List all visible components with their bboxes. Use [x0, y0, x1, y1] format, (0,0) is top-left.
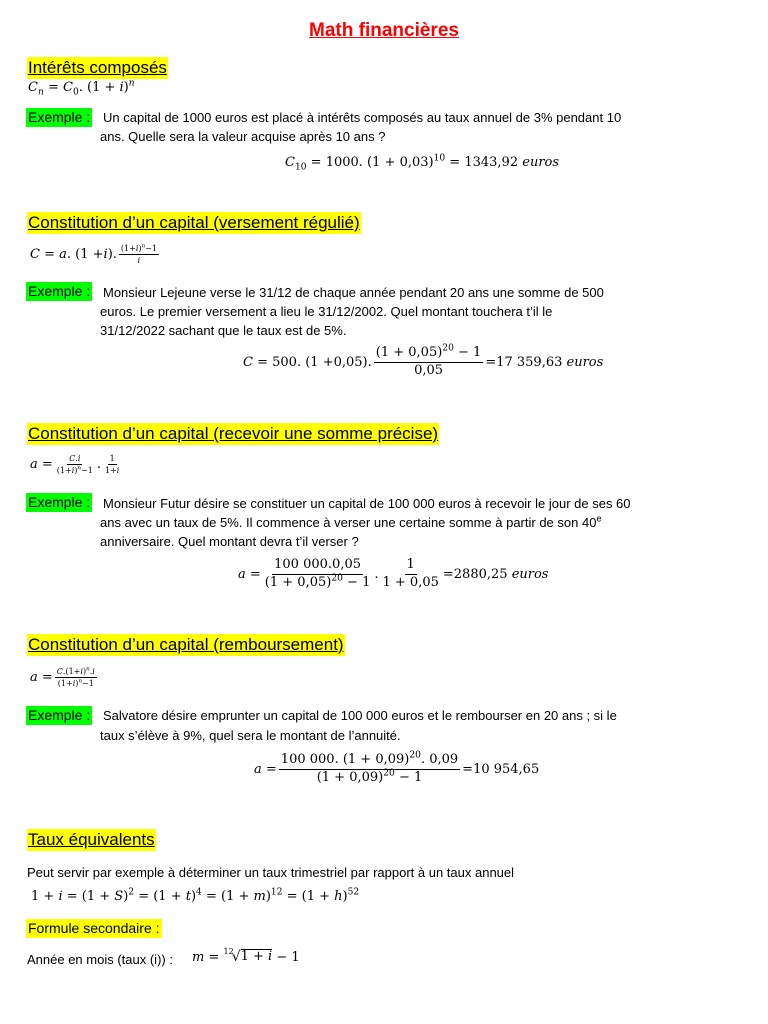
formula-repayment: a = $\frac{C.(1+i)^n.i}{(1+i)^n-1}$ — [30, 666, 95, 689]
secondary-formula-text: Année en mois (taux (i)) : — [27, 952, 173, 967]
example-label-compound: Exemple : — [28, 109, 91, 125]
example-text-target-sum-line3: anniversaire. Quel montant devra t’il verser ? — [100, 534, 359, 549]
heading-regular-payment: Constitution d’un capital (versement régulié) — [28, 213, 360, 232]
result-target-sum: a = $\frac{100 000.0,05}{(1 + 0,05)^{20} - 1}$ . $\frac{1}{1 + 0,05}$ = 2880,25 euros — [238, 557, 549, 590]
heading-equivalent-rates: Taux équivalents — [28, 830, 155, 849]
example-label-target-sum: Exemple : — [28, 494, 91, 510]
formula-regular-payment: C = a . (1 + i ). $\frac{(1+i)^n-1}{i}$ — [30, 243, 157, 266]
page-title: Math financières — [309, 20, 459, 41]
example-text-regular-payment-line2: euros. Le premier versement a lieu le 31/12/2002. Quel montant touchera t’il le — [100, 304, 553, 319]
example-text-regular-payment-line3: 31/12/2022 sachant que le taux est de 5%. — [100, 323, 347, 338]
example-text-target-sum-line1: Monsieur Futur désire se constituer un capital de 100 000 euros à recevoir le jour de ses 60 — [103, 496, 631, 511]
example-label-regular-payment: Exemple : — [28, 283, 91, 299]
formula-equivalent-rates: $1 + i = (1 + S)^2 = (1 + t)^4 = (1 + m)^{12} = (1 + h)^{52}$ — [31, 887, 360, 904]
formula-target-sum: a = $\frac{C.i}{(1+i)^n-1}$ . $\frac{1}{1+i}$ — [30, 454, 120, 476]
result-compound-interest: $C_{10} = 1000$. $(1 + 0,03)^{10} = 1343,92$ euros — [285, 153, 560, 173]
example-text-regular-payment-line1: Monsieur Lejeune verse le 31/12 de chaque année pendant 20 ans une somme de 500 — [103, 285, 604, 300]
example-text-compound-line2: ans. Quelle sera la valeur acquise après 10 ans ? — [100, 129, 386, 144]
example-text-repayment-line2: taux s’élève à 9%, quel sera le montant de l’annuité. — [100, 728, 401, 743]
heading-compound-interest: Intérêts composés — [28, 58, 167, 77]
nth-root: 12 √ 1 + i — [223, 947, 273, 965]
example-label-repayment: Exemple : — [28, 707, 91, 723]
heading-repayment: Constitution d’un capital (remboursement) — [28, 635, 344, 654]
formula-compound-interest: $C_n = C_0$. $(1 + i)^n$ — [28, 78, 135, 98]
example-text-compound-line1: Un capital de 1000 euros est placé à intérêts composés au taux annuel de 3% pendant 10 — [103, 110, 622, 125]
example-text-target-sum-line2: ans avec un taux de 5%. Il commence à verser une certaine somme à partir de son 40e — [100, 513, 602, 530]
heading-target-sum: Constitution d’un capital (recevoir une somme précise) — [28, 424, 439, 443]
example-text-repayment-line1: Salvatore désire emprunter un capital de 100 000 euros et le rembourser en 20 ans ; si le — [103, 708, 617, 723]
equivalent-rates-description: Peut servir par exemple à déterminer un taux trimestriel par rapport à un taux annuel — [27, 865, 515, 880]
result-regular-payment: C = 500 . (1 + 0,05 ). $\frac{(1 + 0,05)^{20} - 1}{0,05}$ = 17 359,63 euros — [243, 343, 604, 378]
result-repayment: a = $\frac{100 000. (1 + 0,09)^{20}. 0,09}{(1 + 0,09)^{20} - 1}$ = 10 954,65 — [254, 750, 540, 785]
secondary-formula: m = 12 √ 1 + i − 1 — [192, 947, 300, 965]
secondary-formula-label: Formule secondaire : — [28, 920, 160, 936]
